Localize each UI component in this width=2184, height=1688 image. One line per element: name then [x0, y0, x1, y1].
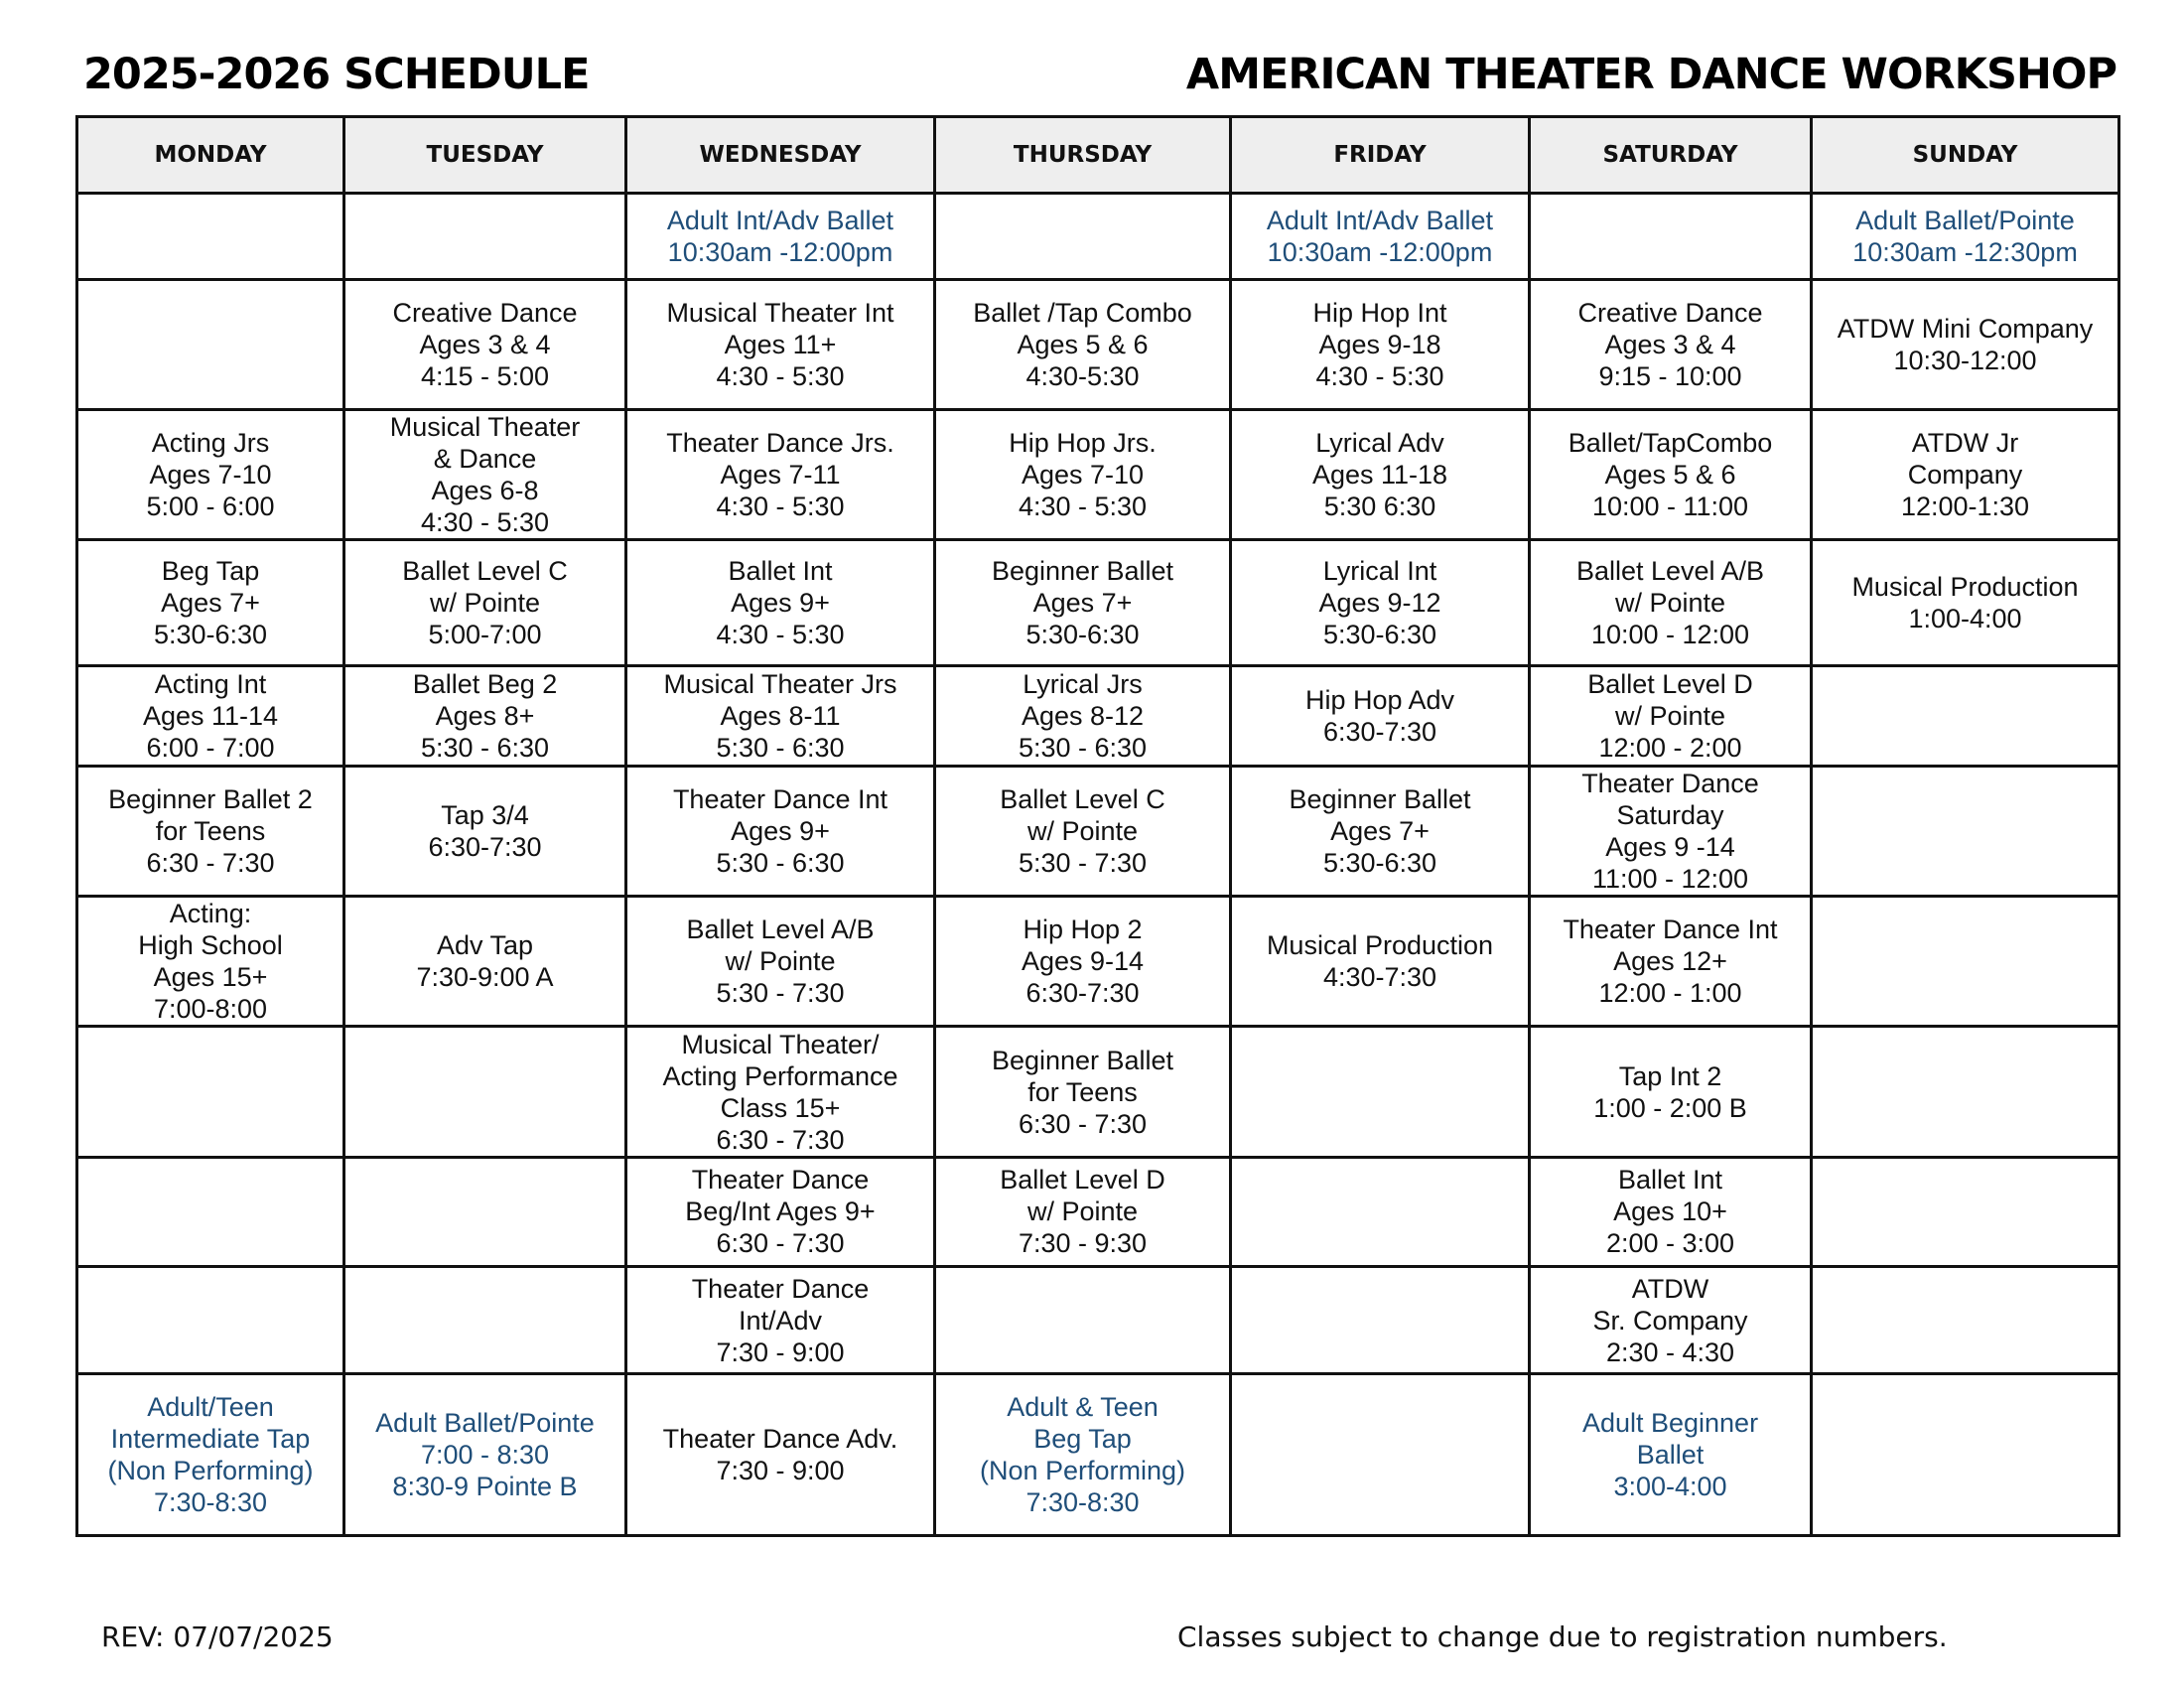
schedule-cell-monday — [77, 766, 344, 896]
class-entry: Ballet Level D w/ Pointe 12:00 - 2:00 — [1587, 669, 1753, 764]
schedule-row — [77, 1027, 2119, 1157]
class-entry: Ballet Level A/B w/ Pointe 5:30 - 7:30 — [686, 914, 875, 1009]
schedule-row — [77, 280, 2119, 409]
schedule-cell-thursday — [935, 540, 1231, 666]
schedule-cell-friday — [1231, 1374, 1530, 1536]
day-header-wednesday: WEDNESDAY — [626, 117, 935, 194]
schedule-cell-saturday — [1530, 280, 1812, 409]
schedule-cell-tuesday — [344, 280, 626, 409]
class-entry: Tap 3/4 6:30-7:30 — [428, 799, 542, 862]
schedule-cell-friday — [1231, 666, 1530, 766]
day-header-saturday: SATURDAY — [1530, 117, 1812, 194]
class-entry: Adv Tap 7:30-9:00 A — [416, 930, 554, 993]
schedule-cell-monday — [77, 897, 344, 1027]
schedule-cell-friday — [1231, 540, 1530, 666]
schedule-cell-tuesday — [344, 1267, 626, 1374]
schedule-cell-saturday — [1530, 1027, 1812, 1157]
schedule-cell-friday — [1231, 194, 1530, 280]
class-entry: Lyrical Adv Ages 11-18 5:30 6:30 — [1311, 427, 1448, 521]
class-entry: Acting Jrs Ages 7-10 5:00 - 6:00 — [146, 427, 275, 521]
class-entry: Creative Dance Ages 3 & 4 4:15 - 5:00 — [392, 297, 578, 391]
schedule-cell-thursday — [935, 194, 1231, 280]
schedule-cell-thursday — [935, 1157, 1231, 1266]
class-entry: Theater Dance Beg/Int Ages 9+ 6:30 - 7:30 — [685, 1165, 876, 1259]
class-entry: Musical Production 4:30-7:30 — [1266, 930, 1494, 993]
class-entry: Theater Dance Adv. 7:30 - 9:00 — [662, 1424, 898, 1486]
schedule-cell-thursday — [935, 1374, 1231, 1536]
schedule-cell-friday — [1231, 1027, 1530, 1157]
schedule-cell-monday — [77, 666, 344, 766]
schedule-cell-thursday — [935, 280, 1231, 409]
schedule-cell-tuesday — [344, 666, 626, 766]
schedule-body — [77, 194, 2119, 1536]
schedule-cell-saturday — [1530, 1157, 1812, 1266]
class-entry: Theater Dance Jrs. Ages 7-11 4:30 - 5:30 — [666, 427, 894, 521]
class-entry: Ballet Int Ages 10+ 2:00 - 3:00 — [1605, 1165, 1735, 1259]
class-entry: Theater Dance Int/Adv 7:30 - 9:00 — [691, 1273, 870, 1367]
class-entry: Ballet Level C w/ Pointe 5:00-7:00 — [402, 556, 568, 650]
schedule-cell-wednesday — [626, 409, 935, 539]
schedule-cell-sunday — [1812, 1157, 2119, 1266]
schedule-cell-tuesday — [344, 897, 626, 1027]
schedule-row — [77, 766, 2119, 896]
schedule-cell-monday — [77, 194, 344, 280]
class-entry: Hip Hop 2 Ages 9-14 6:30-7:30 — [1021, 914, 1145, 1009]
schedule-cell-wednesday — [626, 1157, 935, 1266]
day-header-row — [77, 117, 2119, 194]
day-header-thursday: THURSDAY — [935, 117, 1231, 194]
schedule-cell-friday — [1231, 280, 1530, 409]
schedule-cell-friday — [1231, 409, 1530, 539]
class-entry: Theater Dance Int Ages 12+ 12:00 - 1:00 — [1563, 914, 1778, 1009]
schedule-cell-sunday — [1812, 1374, 2119, 1536]
class-entry: Adult Beginner Ballet 3:00-4:00 — [1581, 1408, 1759, 1502]
schedule-row — [77, 897, 2119, 1027]
schedule-row — [77, 666, 2119, 766]
class-entry: Lyrical Jrs Ages 8-12 5:30 - 6:30 — [1018, 669, 1148, 764]
schedule-cell-sunday — [1812, 194, 2119, 280]
class-entry: Musical Theater/ Acting Performance Class 15+ 6:30 - 7:30 — [662, 1029, 898, 1155]
schedule-cell-thursday — [935, 666, 1231, 766]
schedule-cell-monday — [77, 1157, 344, 1266]
schedule-cell-wednesday — [626, 280, 935, 409]
class-entry: Adult Int/Adv Ballet 10:30am -12:00pm — [666, 206, 894, 268]
schedule-cell-tuesday — [344, 1374, 626, 1536]
class-entry: Acting Int Ages 11-14 6:00 - 7:00 — [142, 669, 279, 764]
class-entry: Ballet/TapCombo Ages 5 & 6 10:00 - 11:00 — [1568, 427, 1773, 521]
schedule-cell-monday — [77, 1027, 344, 1157]
schedule-cell-sunday — [1812, 1267, 2119, 1374]
class-entry: Adult & Teen Beg Tap (Non Performing) 7:30-8:30 — [979, 1392, 1186, 1518]
class-entry: Beginner Ballet Ages 7+ 5:30-6:30 — [1289, 783, 1471, 878]
class-entry: Musical Theater & Dance Ages 6-8 4:30 - 5:30 — [389, 411, 581, 537]
schedule-cell-wednesday — [626, 194, 935, 280]
schedule-cell-monday — [77, 280, 344, 409]
class-entry: Creative Dance Ages 3 & 4 9:15 - 10:00 — [1577, 297, 1763, 391]
schedule-cell-monday — [77, 1267, 344, 1374]
schedule-cell-thursday — [935, 766, 1231, 896]
class-entry: ATDW Mini Company 10:30-12:00 — [1837, 313, 2094, 375]
schedule-title: 2025-2026 SCHEDULE — [83, 50, 590, 99]
class-entry: Ballet Level C w/ Pointe 5:30 - 7:30 — [1000, 783, 1165, 878]
schedule-cell-friday — [1231, 897, 1530, 1027]
schedule-cell-wednesday — [626, 1267, 935, 1374]
schedule-row — [77, 1157, 2119, 1266]
class-entry: Adult/Teen Intermediate Tap (Non Performing) 7:30-8:30 — [107, 1392, 314, 1518]
class-entry: Beginner Ballet for Teens 6:30 - 7:30 — [991, 1045, 1174, 1139]
day-header-sunday: SUNDAY — [1812, 117, 2119, 194]
studio-name: AMERICAN THEATER DANCE WORKSHOP — [1185, 50, 2116, 99]
schedule-cell-friday — [1231, 766, 1530, 896]
schedule-cell-saturday — [1530, 194, 1812, 280]
schedule-cell-sunday — [1812, 280, 2119, 409]
schedule-cell-thursday — [935, 1027, 1231, 1157]
class-entry: Adult Ballet/Pointe 10:30am -12:30pm — [1852, 206, 2078, 268]
schedule-cell-sunday — [1812, 409, 2119, 539]
class-entry: Beginner Ballet 2 for Teens 6:30 - 7:30 — [108, 783, 313, 878]
class-entry: Ballet Beg 2 Ages 8+ 5:30 - 6:30 — [412, 669, 558, 764]
schedule-cell-tuesday — [344, 1157, 626, 1266]
day-header-monday: MONDAY — [77, 117, 344, 194]
schedule-cell-tuesday — [344, 540, 626, 666]
schedule-cell-sunday — [1812, 540, 2119, 666]
class-entry: Beg Tap Ages 7+ 5:30-6:30 — [153, 556, 268, 650]
class-entry: Ballet Level A/B w/ Pointe 10:00 - 12:00 — [1575, 556, 1765, 650]
schedule-cell-sunday — [1812, 766, 2119, 896]
schedule-row — [77, 409, 2119, 539]
class-entry: Beginner Ballet Ages 7+ 5:30-6:30 — [991, 556, 1174, 650]
schedule-cell-friday — [1231, 1157, 1530, 1266]
class-entry: Theater Dance Saturday Ages 9 -14 11:00 - 12:00 — [1581, 768, 1759, 894]
class-entry: Hip Hop Jrs. Ages 7-10 4:30 - 5:30 — [1009, 427, 1157, 521]
class-entry: Ballet /Tap Combo Ages 5 & 6 4:30-5:30 — [973, 297, 1192, 391]
schedule-cell-wednesday — [626, 1374, 935, 1536]
schedule-cell-saturday — [1530, 1374, 1812, 1536]
schedule-disclaimer: Classes subject to change due to registration numbers. — [1177, 1620, 1948, 1653]
schedule-cell-saturday — [1530, 540, 1812, 666]
schedule-cell-wednesday — [626, 666, 935, 766]
schedule-cell-thursday — [935, 409, 1231, 539]
revision-date: REV: 07/07/2025 — [101, 1620, 334, 1653]
class-entry: Musical Theater Jrs Ages 8-11 5:30 - 6:30 — [663, 669, 897, 764]
schedule-cell-tuesday — [344, 194, 626, 280]
class-entry: Adult Ballet/Pointe 7:00 - 8:30 8:30-9 Pointe B — [375, 1408, 595, 1502]
class-entry: Ballet Int Ages 9+ 4:30 - 5:30 — [716, 556, 845, 650]
schedule-cell-thursday — [935, 897, 1231, 1027]
schedule-cell-wednesday — [626, 766, 935, 896]
schedule-cell-thursday — [935, 1267, 1231, 1374]
schedule-row — [77, 1267, 2119, 1374]
class-entry: Lyrical Int Ages 9-12 5:30-6:30 — [1318, 556, 1441, 650]
weekly-schedule-table — [75, 115, 2120, 1537]
schedule-cell-wednesday — [626, 1027, 935, 1157]
schedule-cell-monday — [77, 409, 344, 539]
schedule-cell-monday — [77, 540, 344, 666]
schedule-cell-saturday — [1530, 1267, 1812, 1374]
class-entry: Hip Hop Adv 6:30-7:30 — [1304, 685, 1455, 748]
schedule-cell-sunday — [1812, 897, 2119, 1027]
schedule-cell-monday — [77, 1374, 344, 1536]
day-header-tuesday: TUESDAY — [344, 117, 626, 194]
schedule-cell-wednesday — [626, 897, 935, 1027]
class-entry: ATDW Sr. Company 2:30 - 4:30 — [1592, 1273, 1748, 1367]
class-entry: ATDW Jr Company 12:00-1:30 — [1900, 427, 2030, 521]
class-entry: Adult Int/Adv Ballet 10:30am -12:00pm — [1266, 206, 1494, 268]
schedule-cell-tuesday — [344, 766, 626, 896]
schedule-row — [77, 540, 2119, 666]
class-entry: Musical Production 1:00-4:00 — [1851, 572, 2079, 634]
schedule-cell-tuesday — [344, 1027, 626, 1157]
schedule-cell-saturday — [1530, 409, 1812, 539]
schedule-cell-tuesday — [344, 409, 626, 539]
day-header-friday: FRIDAY — [1231, 117, 1530, 194]
class-entry: Hip Hop Int Ages 9-18 4:30 - 5:30 — [1312, 297, 1447, 391]
schedule-cell-friday — [1231, 1267, 1530, 1374]
schedule-cell-saturday — [1530, 666, 1812, 766]
schedule-cell-sunday — [1812, 1027, 2119, 1157]
schedule-cell-wednesday — [626, 540, 935, 666]
schedule-cell-sunday — [1812, 666, 2119, 766]
class-entry: Musical Theater Int Ages 11+ 4:30 - 5:30 — [666, 297, 894, 391]
schedule-cell-saturday — [1530, 897, 1812, 1027]
class-entry: Tap Int 2 1:00 - 2:00 B — [1593, 1060, 1747, 1123]
class-entry: Theater Dance Int Ages 9+ 5:30 - 6:30 — [672, 783, 888, 878]
schedule-cell-saturday — [1530, 766, 1812, 896]
schedule-row — [77, 1374, 2119, 1536]
class-entry: Acting: High School Ages 15+ 7:00-8:00 — [138, 899, 283, 1025]
class-entry: Ballet Level D w/ Pointe 7:30 - 9:30 — [1000, 1165, 1165, 1259]
schedule-row — [77, 194, 2119, 280]
